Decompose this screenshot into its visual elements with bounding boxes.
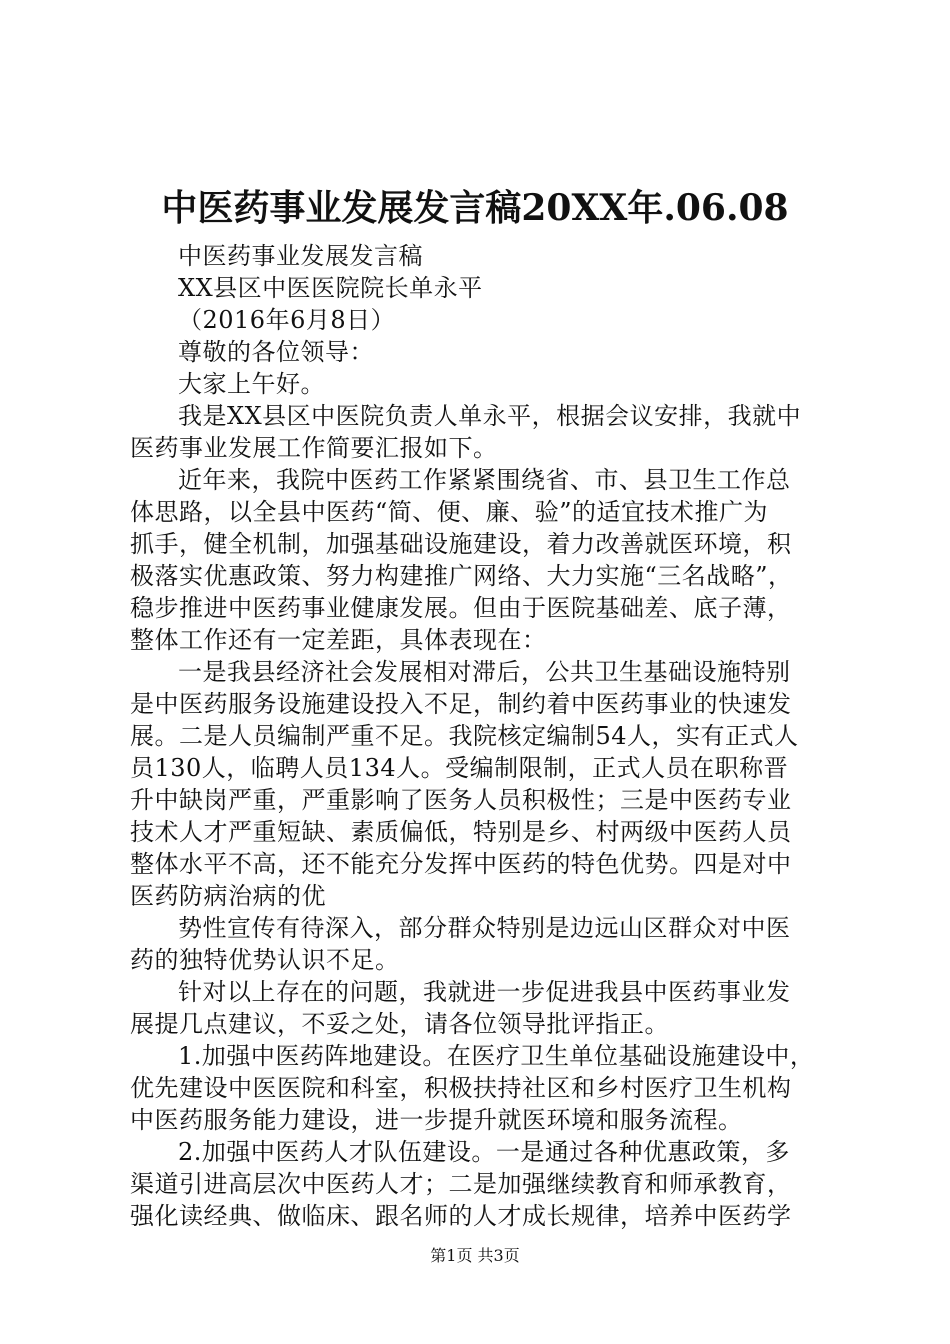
body-line: 展。二是人员编制严重不足。我院核定编制54人，实有正式人 (130, 722, 799, 750)
body-line: 抓手，健全机制，加强基础设施建设，着力改善就医环境，积 (130, 530, 792, 558)
body-line: 针对以上存在的问题，我就进一步促进我县中医药事业发 (178, 978, 791, 1006)
body-line: 体思路，以全县中医药“简、便、廉、验”的适宜技术推广为 (130, 498, 769, 526)
body-line: 升中缺岗严重，严重影响了医务人员积极性；三是中医药专业 (130, 786, 792, 814)
body-line: 是中医药服务设施建设投入不足，制约着中医药事业的快速发 (130, 690, 792, 718)
body-line: 药的独特优势认识不足。 (130, 946, 400, 974)
body-line: 整体水平不高，还不能充分发挥中医药的特色优势。四是对中 (130, 850, 792, 878)
body-line: （2016年6月8日） (178, 306, 396, 334)
body-line: 2.加强中医药人才队伍建设。一是通过各种优惠政策，多 (178, 1138, 790, 1166)
body-line: 强化读经典、做临床、跟名师的人才成长规律，培养中医药学 (130, 1202, 792, 1230)
page-indicator: 第1页 共3页 (430, 1246, 520, 1265)
body-line: 大家上午好。 (178, 370, 325, 398)
body-line: 展提几点建议，不妥之处，请各位领导批评指正。 (130, 1010, 669, 1038)
body-line: 中医药事业发展发言稿 (178, 242, 423, 270)
body-line: 中医药服务能力建设，进一步提升就医环境和服务流程。 (130, 1106, 743, 1134)
body-line: 近年来，我院中医药工作紧紧围绕省、市、县卫生工作总 (178, 466, 791, 494)
body-line: 员130人，临聘人员134人。受编制限制，正式人员在职称晋 (130, 754, 789, 782)
body-line: 渠道引进高层次中医药人才；二是加强继续教育和师承教育， (130, 1170, 792, 1198)
body-line: 极落实优惠政策、努力构建推广网络、大力实施“三名战略”， (130, 562, 793, 590)
body-line: XX县区中医医院院长单永平 (178, 274, 483, 302)
document-title: 中医药事业发展发言稿20XX年.06.08 (161, 187, 789, 229)
body-line: 我是XX县区中医院负责人单永平，根据会议安排，我就中 (178, 402, 802, 430)
document-body (130, 240, 830, 1232)
body-line: 医药事业发展工作简要汇报如下。 (130, 434, 498, 462)
body-line: 势性宣传有待深入，部分群众特别是边远山区群众对中医 (178, 914, 791, 942)
body-line: 优先建设中医医院和科室，积极扶持社区和乡村医疗卫生机构 (130, 1074, 792, 1102)
body-line: 稳步推进中医药事业健康发展。但由于医院基础差、底子薄， (130, 594, 792, 622)
body-line: 一是我县经济社会发展相对滞后，公共卫生基础设施特别 (178, 658, 791, 686)
body-line: 技术人才严重短缺、素质偏低，特别是乡、村两级中医药人员 (130, 818, 792, 846)
body-line: 整体工作还有一定差距，具体表现在： (130, 626, 547, 654)
body-line: 尊敬的各位领导： (178, 338, 374, 366)
body-line: 医药防病治病的优 (130, 882, 326, 910)
body-line: 1.加强中医药阵地建设。在医疗卫生单位基础设施建设中， (178, 1042, 815, 1070)
